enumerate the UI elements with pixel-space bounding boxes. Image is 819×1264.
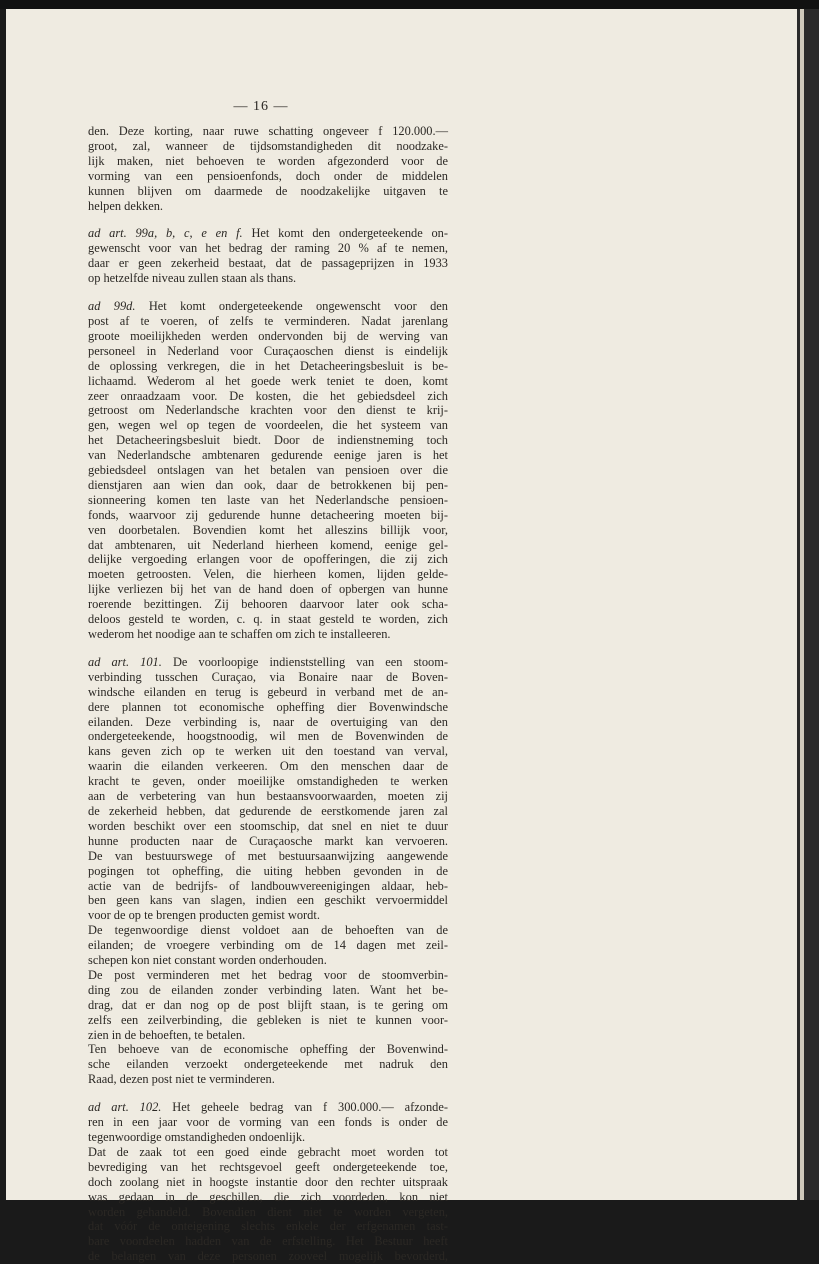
text-line — [88, 299, 448, 314]
text-line: daar er geen zekerheid bestaat, dat de passageprijzen in 1933 — [88, 256, 448, 271]
text-line: vorming van een pensioenfonds, doch onder de middelen — [88, 168, 448, 183]
text-line: fonds, waarvoor zij gedurende hunne detacheering moeten bij- — [88, 507, 448, 522]
text-line: zeer onraadzaam voor. De kosten, die het gebiedsdeel zich — [88, 388, 448, 403]
document-page — [6, 9, 797, 1264]
article-reference: ad art. 102. — [88, 1100, 162, 1115]
text-line: de oplossing verkregen, die in het Detacheeringsbesluit is be- — [88, 358, 448, 373]
text-line: worden beschikt over een stoomschip, dat snel en niet te duur — [88, 818, 448, 833]
paragraph — [88, 655, 448, 923]
paragraph — [88, 299, 448, 642]
paragraph — [88, 124, 448, 213]
text-line: De post verminderen met het bedrag voor de stoomverbin- — [88, 967, 448, 982]
text-line: ren in een jaar voor de vorming van een fonds is onder de — [88, 1115, 448, 1130]
text-line: de belangen van deze personen zooveel mogelijk bevorderd, — [88, 1249, 448, 1264]
text-line: ven doorbetalen. Bovendien komt het alleszins billijk voor, — [88, 522, 448, 537]
paragraph — [88, 968, 448, 1043]
top-border — [0, 0, 819, 9]
text-line: aan de verbetering van hun bestaansvoorwaarden, moeten zij — [88, 789, 448, 804]
text-line: ondergeteekende, hoogstnoodig, wil men de Bovenwinden de — [88, 729, 448, 744]
text-line: gebiedsdeel ontslagen van het betalen van pensioen over die — [88, 463, 448, 478]
text-line: ding zou de eilanden zonder verbinding laten. Want het be- — [88, 982, 448, 997]
text-line: verbinding tusschen Curaçao, via Bonaire naar de Boven- — [88, 669, 448, 684]
body-text — [88, 124, 448, 1264]
paragraph — [88, 1100, 448, 1145]
text-line: De van bestuurswege of met bestuursaanwijzing aangewende — [88, 848, 448, 863]
line-text: Het komt den ondergeteekende on- — [251, 226, 448, 241]
text-line: sche eilanden verzoekt ondergeteekende met nadruk den — [88, 1057, 448, 1072]
text-line: tegenwoordige omstandigheden ondoenlijk. — [88, 1130, 306, 1144]
text-line: de zekerheid hebben, dat gedurende de eerstkomende jaren zal — [88, 803, 448, 818]
text-line: doch zoolang niet in hoogste instantie door den rechter uitspraak — [88, 1174, 448, 1189]
text-line: dat ambtenaren, uit Nederland hierheen komend, eenige gel- — [88, 537, 448, 552]
text-line: was gedaan in de geschillen, die zich voordeden, kon niet — [88, 1189, 448, 1204]
text-line: lichaamd. Wederom al het goede werk teniet te doen, komt — [88, 373, 448, 388]
text-line: gen, wegen wel op tegen de voordeelen, die het systeem van — [88, 418, 448, 433]
article-reference: ad art. 99a, b, c, e en f. — [88, 226, 243, 241]
text-line: ben geen kans van slagen, indien een geschikt vervoermiddel — [88, 893, 448, 908]
text-line: bevrediging van het rechtsgevoel geeft ondergeteekende toe, — [88, 1159, 448, 1174]
text-line: zien in de behoeften, te betalen. — [88, 1027, 246, 1042]
text-line: dat vóór de onteigening slechts enkele der erfgenamen tast- — [88, 1219, 448, 1234]
text-line: kracht te geven, onder moeilijke omstandigheden te werken — [88, 774, 448, 789]
text-line: wederom het noodige aan te schaffen om zich te installeeren. — [88, 627, 391, 641]
text-line: Raad, dezen post niet te verminderen. — [88, 1072, 275, 1087]
text-line: Dat de zaak tot een goed einde gebracht moet worden tot — [88, 1144, 448, 1159]
text-line: kunnen blijven om daarmede de noodzakelijke uitgaven te — [88, 183, 448, 198]
article-reference: ad art. 101. — [88, 654, 162, 669]
text-line: bare voordeelen hadden van de erfstelling. Het Bestuur heeft — [88, 1234, 448, 1249]
paragraph — [88, 1042, 448, 1087]
text-line: kans geven zich op te werken uit den toestand van verval, — [88, 744, 448, 759]
paragraph — [88, 923, 448, 968]
text-line: gewenscht voor van het bedrag der raming 20 % af te nemen, — [88, 241, 448, 256]
text-line: dere plannen tot economische opheffing dier Bovenwindsche — [88, 699, 448, 714]
line-text: Het komt ondergeteekende ongewenscht voor den — [148, 299, 448, 314]
text-line: lijk maken, niet behoeven te worden afgezonderd voor de — [88, 153, 448, 168]
text-line: voor de op te brengen producten gemist wordt. — [88, 908, 320, 923]
text-line: helpen dekken. — [88, 198, 164, 213]
text-line: schepen kon niet constant worden onderhouden. — [88, 953, 327, 968]
text-line: De tegenwoordige dienst voldoet aan de behoeften van de — [88, 923, 448, 938]
text-line: post af te voeren, of zelfs te verminderen. Nadat jarenlang — [88, 313, 448, 328]
text-line: actie van de bedrijfs- of landbouwvereenigingen aldaar, heb- — [88, 878, 448, 893]
text-line: pogingen tot opheffing, die uiting hebben gevonden in de — [88, 863, 448, 878]
text-line: op hetzelfde niveau zullen staan als thans. — [88, 271, 297, 286]
article-reference: ad 99d. — [88, 299, 136, 314]
text-line: hunne producten naar de Curaçaosche markt kan vervoeren. — [88, 833, 448, 848]
text-line: personeel in Nederland voor Curaçaoschen dienst is eindelijk — [88, 343, 448, 358]
text-line: moeten getroosten. Velen, die hierheen komen, lijden gelde- — [88, 567, 448, 582]
text-line: zelfs een zeilverbinding, die gebleken is niet te kunnen voor- — [88, 1012, 448, 1027]
text-line: eilanden. Deze verbinding is, naar de overtuiging van den — [88, 714, 448, 729]
text-line: Ten behoeve van de economische opheffing der Bovenwind- — [88, 1042, 448, 1057]
text-line — [88, 655, 448, 670]
text-line: drag, dat er dan nog op de post blijft staan, is te gering om — [88, 997, 448, 1012]
text-line: groot, zal, wanneer de tijdsomstandigheden dit noodzake- — [88, 138, 448, 153]
text-line — [88, 226, 448, 241]
line-text: Het geheele bedrag van f 300.000.— afzonde- — [172, 1100, 448, 1115]
text-line: groote moeilijkheden werden ondervonden bij de werving van — [88, 328, 448, 343]
text-line: delijke vergoeding erlangen voor de opofferingen, die zij zich — [88, 552, 448, 567]
text-line: worden gehandeld. Bovendien dient niet te worden vergeten, — [88, 1204, 448, 1219]
page-number: — 16 — — [233, 99, 289, 114]
text-line: windsche eilanden en terug is gebeurd in verband met de an- — [88, 684, 448, 699]
text-line: getroost om Nederlandsche krachten voor den dienst te krij- — [88, 403, 448, 418]
paragraph — [88, 226, 448, 286]
text-line: deloos gesteld te worden, c. q. in staat gesteld te worden, zich — [88, 612, 448, 627]
paragraph — [88, 1145, 448, 1264]
text-line: waarin die eilanden verkeeren. Om den menschen daar de — [88, 759, 448, 774]
text-line: dienstjaren aan wien dan ook, daar de betrokkenen bij pen- — [88, 477, 448, 492]
text-line: eilanden; de vroegere verbinding om de 14 dagen met zeil- — [88, 938, 448, 953]
text-line: den. Deze korting, naar ruwe schatting ongeveer f 120.000.— — [88, 124, 448, 138]
page-edge — [797, 9, 819, 1200]
text-line — [88, 1100, 448, 1115]
text-line: het Detacheeringsbesluit biedt. Door de indienstneming toch — [88, 433, 448, 448]
text-line: sionneering komen ten laste van het Nederlandsche pensioen- — [88, 492, 448, 507]
text-line: lijke verliezen bij het van de hand doen of opbergen van hunne — [88, 582, 448, 597]
line-text: De voorloopige indienststelling van een stoom- — [172, 654, 448, 669]
text-line: van Nederlandsche ambtenaren gedurende eenige jaren is het — [88, 448, 448, 463]
text-line: roerende bezittingen. Zij behooren daarvoor later ook scha- — [88, 597, 448, 612]
